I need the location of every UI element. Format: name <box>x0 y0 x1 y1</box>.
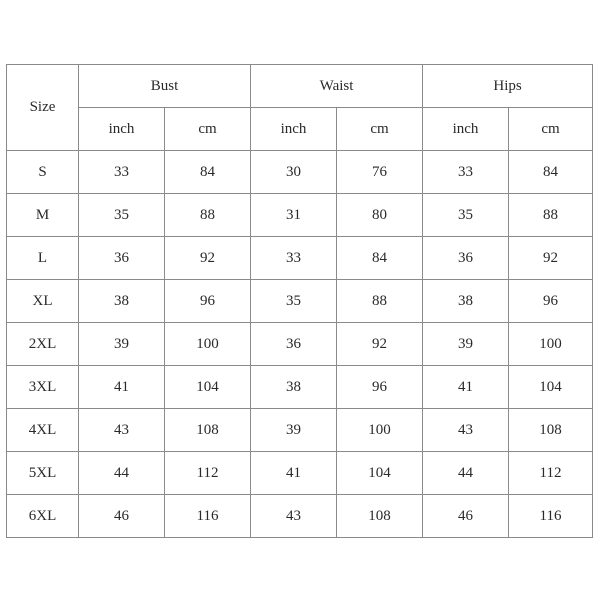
hips-cm-cell: 88 <box>509 194 593 237</box>
waist-inch-cell: 31 <box>251 194 337 237</box>
hips-inch-cell: 33 <box>423 151 509 194</box>
table-row <box>7 194 593 237</box>
table-row <box>7 452 593 495</box>
bust-inch-cell: 36 <box>79 237 165 280</box>
bust-inch-cell: 35 <box>79 194 165 237</box>
hips-cm-cell: 116 <box>509 495 593 538</box>
hips-cm-cell: 92 <box>509 237 593 280</box>
hips-inch-cell: 38 <box>423 280 509 323</box>
bust-inch-cell: 46 <box>79 495 165 538</box>
waist-cm-cell: 84 <box>337 237 423 280</box>
table-row <box>7 280 593 323</box>
size-cell: XL <box>7 280 79 323</box>
bust-cm-cell: 88 <box>165 194 251 237</box>
bust-cm-cell: 96 <box>165 280 251 323</box>
hips-cm-cell: 108 <box>509 409 593 452</box>
hips-cm-cell: 84 <box>509 151 593 194</box>
size-cell: 5XL <box>7 452 79 495</box>
bust-inch-cell: 39 <box>79 323 165 366</box>
hips-inch-cell: 43 <box>423 409 509 452</box>
size-cell: M <box>7 194 79 237</box>
bust-inch-cell: 38 <box>79 280 165 323</box>
hips-inch-cell: 46 <box>423 495 509 538</box>
hips-group-header: Hips <box>423 65 593 108</box>
bust-inch-cell: 43 <box>79 409 165 452</box>
bust-inch-cell: 33 <box>79 151 165 194</box>
waist-cm-cell: 76 <box>337 151 423 194</box>
hips-inch-cell: 44 <box>423 452 509 495</box>
hips-cm-cell: 100 <box>509 323 593 366</box>
waist-cm-cell: 96 <box>337 366 423 409</box>
bust-inch-cell: 44 <box>79 452 165 495</box>
table-row <box>7 323 593 366</box>
table-row <box>7 237 593 280</box>
waist-cm-cell: 100 <box>337 409 423 452</box>
hips-inch-cell: 36 <box>423 237 509 280</box>
hips-inch-cell: 39 <box>423 323 509 366</box>
hips-cm-cell: 104 <box>509 366 593 409</box>
waist-inch-cell: 39 <box>251 409 337 452</box>
waist-cm-cell: 80 <box>337 194 423 237</box>
size-chart-body <box>7 151 593 538</box>
waist-inch-cell: 38 <box>251 366 337 409</box>
unit-header: cm <box>165 108 251 151</box>
header-unit-row <box>7 108 593 151</box>
header-group-row <box>7 65 593 108</box>
unit-header: cm <box>509 108 593 151</box>
table-row <box>7 151 593 194</box>
size-cell: 4XL <box>7 409 79 452</box>
waist-group-header: Waist <box>251 65 423 108</box>
waist-inch-cell: 36 <box>251 323 337 366</box>
hips-inch-cell: 41 <box>423 366 509 409</box>
waist-cm-cell: 104 <box>337 452 423 495</box>
waist-cm-cell: 88 <box>337 280 423 323</box>
waist-inch-cell: 30 <box>251 151 337 194</box>
size-column-header: Size <box>7 65 79 151</box>
hips-inch-cell: 35 <box>423 194 509 237</box>
bust-cm-cell: 112 <box>165 452 251 495</box>
size-cell: 6XL <box>7 495 79 538</box>
unit-header: inch <box>251 108 337 151</box>
size-cell: 3XL <box>7 366 79 409</box>
bust-cm-cell: 108 <box>165 409 251 452</box>
bust-cm-cell: 104 <box>165 366 251 409</box>
table-row <box>7 366 593 409</box>
size-cell: 2XL <box>7 323 79 366</box>
unit-header: cm <box>337 108 423 151</box>
size-chart-table <box>6 64 593 538</box>
bust-cm-cell: 84 <box>165 151 251 194</box>
table-row <box>7 409 593 452</box>
waist-inch-cell: 43 <box>251 495 337 538</box>
size-cell: S <box>7 151 79 194</box>
waist-inch-cell: 33 <box>251 237 337 280</box>
bust-inch-cell: 41 <box>79 366 165 409</box>
size-cell: L <box>7 237 79 280</box>
unit-header: inch <box>423 108 509 151</box>
bust-cm-cell: 92 <box>165 237 251 280</box>
waist-inch-cell: 41 <box>251 452 337 495</box>
bust-group-header: Bust <box>79 65 251 108</box>
table-row <box>7 495 593 538</box>
hips-cm-cell: 112 <box>509 452 593 495</box>
waist-cm-cell: 108 <box>337 495 423 538</box>
unit-header: inch <box>79 108 165 151</box>
waist-cm-cell: 92 <box>337 323 423 366</box>
bust-cm-cell: 116 <box>165 495 251 538</box>
bust-cm-cell: 100 <box>165 323 251 366</box>
waist-inch-cell: 35 <box>251 280 337 323</box>
hips-cm-cell: 96 <box>509 280 593 323</box>
